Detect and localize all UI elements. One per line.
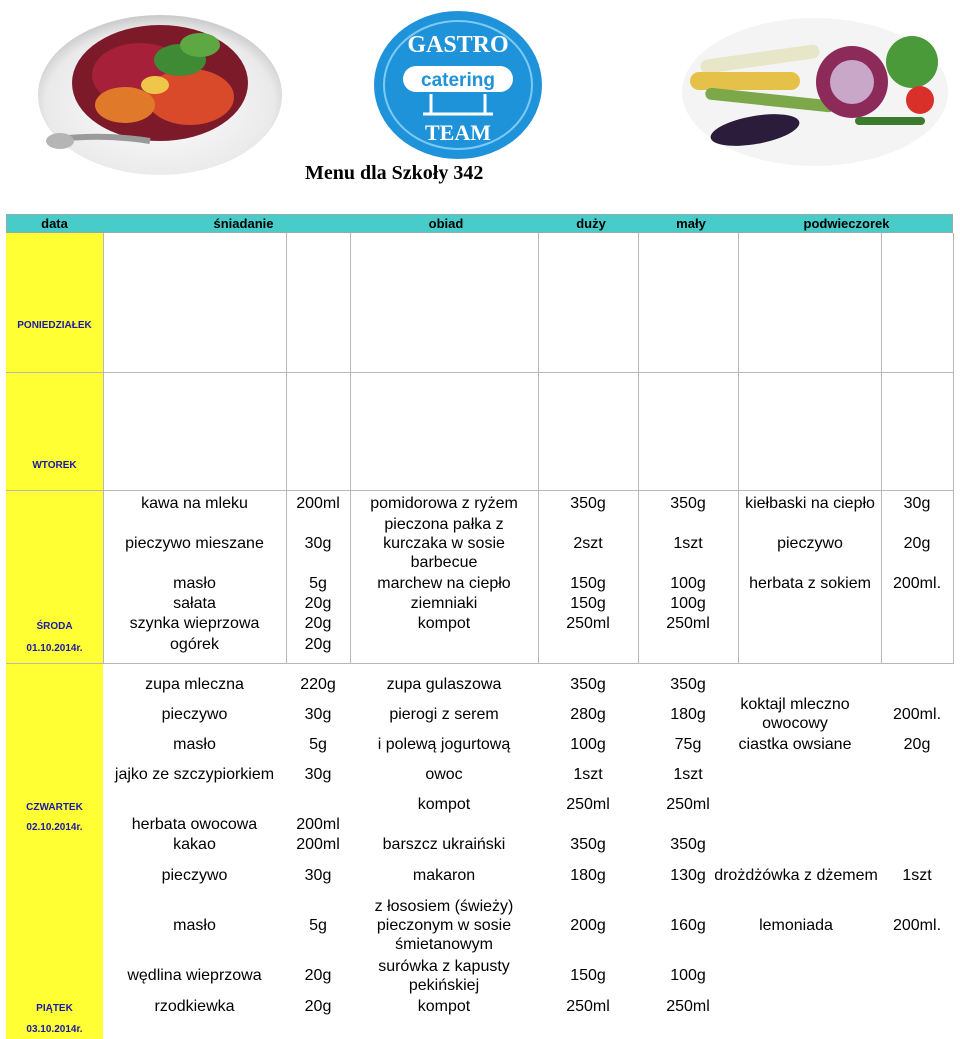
snack-item: drożdżówka z dżemem <box>714 867 878 884</box>
dinner-small-qty: 75g <box>674 736 702 753</box>
breakfast-qty: 200ml <box>296 816 340 833</box>
snack-qty: 20g <box>903 736 931 753</box>
date-thursday: 02.10.2014r. <box>26 822 83 833</box>
page-title: Menu dla Szkoły 342 <box>305 162 484 184</box>
dinner-large-qty: 150g <box>570 967 606 984</box>
dinner-large-qty: 1szt <box>573 766 603 783</box>
breakfast-qty: 220g <box>300 676 336 693</box>
dinner-large-qty: 250ml <box>566 615 610 632</box>
breakfast-qty: 30g <box>304 535 332 552</box>
header-podwieczorek: podwieczorek <box>803 216 890 231</box>
breakfast-item: pieczywo <box>161 706 228 723</box>
dinner-small-qty: 180g <box>670 706 706 723</box>
snack-item: koktajl mleczno owocowy <box>740 696 850 732</box>
dinner-large-qty: 200g <box>570 917 606 934</box>
day-monday: PONIEDZIAŁEK <box>17 320 92 331</box>
breakfast-qty: 20g <box>304 615 332 632</box>
grid-line <box>6 372 954 373</box>
dinner-small-qty: 350g <box>670 836 706 853</box>
dinner-large-qty: 100g <box>570 736 606 753</box>
snack-item: ciastka owsiane <box>738 736 852 753</box>
dinner-large-qty: 2szt <box>573 535 603 552</box>
snack-qty: 200ml. <box>892 917 942 934</box>
grid-line <box>6 663 954 664</box>
dinner-small-qty: 1szt <box>673 766 703 783</box>
table-header-row <box>6 214 953 233</box>
dinner-item: barszcz ukraiński <box>382 836 506 853</box>
dinner-small-qty: 100g <box>670 595 706 612</box>
breakfast-qty: 200ml <box>296 836 340 853</box>
breakfast-qty: 200ml <box>296 495 340 512</box>
header-sniadanie: śniadanie <box>213 216 274 231</box>
dinner-large-qty: 250ml <box>566 998 610 1015</box>
logo-middle-text: catering <box>421 70 495 91</box>
dinner-small-qty: 100g <box>670 575 706 592</box>
dinner-item: kompot <box>417 615 471 632</box>
day-friday: PIĄTEK <box>36 1003 73 1014</box>
breakfast-qty: 20g <box>304 967 332 984</box>
breakfast-qty: 30g <box>304 706 332 723</box>
breakfast-item: masło <box>173 736 216 753</box>
snack-qty: 30g <box>903 495 931 512</box>
breakfast-item: masło <box>173 917 216 934</box>
breakfast-qty: 5g <box>309 575 327 592</box>
breakfast-item: szynka wieprzowa <box>129 615 260 632</box>
breakfast-item: masło <box>173 575 216 592</box>
dinner-item: ziemniaki <box>410 595 478 612</box>
dinner-small-qty: 250ml <box>666 796 710 813</box>
dinner-small-qty: 100g <box>670 967 706 984</box>
snack-qty: 20g <box>903 535 931 552</box>
breakfast-qty: 20g <box>304 636 332 653</box>
day-tuesday: WTOREK <box>32 460 77 471</box>
snack-item: pieczywo <box>777 535 843 552</box>
header-obiad: obiad <box>428 216 464 231</box>
dinner-small-qty: 130g <box>670 867 706 884</box>
dinner-small-qty: 250ml <box>666 998 710 1015</box>
dinner-item: zupa gulaszowa <box>386 676 502 693</box>
snack-qty: 200ml. <box>892 706 942 723</box>
date-wednesday: 01.10.2014r. <box>26 643 83 654</box>
dinner-item: marchew na ciepło <box>377 575 511 592</box>
dinner-large-qty: 350g <box>570 836 606 853</box>
header-data: data <box>41 216 68 231</box>
dinner-item: kompot <box>417 998 471 1015</box>
breakfast-item: kawa na mleku <box>141 495 248 512</box>
header-duzy: duży <box>576 216 606 231</box>
dinner-item: i polewą jogurtową <box>377 736 511 753</box>
dinner-large-qty: 280g <box>570 706 606 723</box>
salad-photo <box>30 5 285 175</box>
breakfast-item: zupa mleczna <box>145 676 244 693</box>
dinner-large-qty: 350g <box>570 495 606 512</box>
dinner-item: surówka z kapusty pekińskiej <box>378 958 510 994</box>
breakfast-qty: 5g <box>309 736 327 753</box>
dinner-small-qty: 350g <box>670 676 706 693</box>
breakfast-item: kakao <box>173 836 216 853</box>
snack-item: lemoniada <box>759 917 833 934</box>
dinner-item: owoc <box>425 766 463 783</box>
grid-line <box>738 233 739 663</box>
dinner-large-qty: 350g <box>570 676 606 693</box>
dinner-small-qty: 250ml <box>666 615 710 632</box>
dinner-small-qty: 1szt <box>673 535 703 552</box>
snack-item: kiełbaski na ciepło <box>745 495 875 512</box>
breakfast-item: rzodkiewka <box>154 998 235 1015</box>
logo-top-text: GASTRO <box>407 32 509 58</box>
dinner-large-qty: 150g <box>570 595 606 612</box>
breakfast-item: ogórek <box>170 636 219 653</box>
dinner-small-qty: 350g <box>670 495 706 512</box>
grid-line <box>881 233 882 663</box>
gastro-team-logo <box>373 10 543 160</box>
breakfast-qty: 30g <box>304 867 332 884</box>
vegetables-photo <box>680 12 950 167</box>
date-friday: 03.10.2014r. <box>26 1024 83 1035</box>
header-maly: mały <box>676 216 706 231</box>
dinner-large-qty: 180g <box>570 867 606 884</box>
day-wednesday: ŚRODA <box>36 621 73 632</box>
breakfast-qty: 20g <box>304 998 332 1015</box>
snack-qty: 1szt <box>902 867 932 884</box>
snack-qty: 200ml. <box>892 575 942 592</box>
breakfast-qty: 5g <box>309 917 327 934</box>
dinner-small-qty: 160g <box>670 917 706 934</box>
breakfast-qty: 20g <box>304 595 332 612</box>
snack-item: herbata z sokiem <box>749 575 871 592</box>
day-thursday: CZWARTEK <box>26 802 83 813</box>
breakfast-item: wędlina wieprzowa <box>127 967 262 984</box>
breakfast-item: pieczywo mieszane <box>125 535 264 552</box>
grid-line <box>6 490 954 491</box>
breakfast-qty: 30g <box>304 766 332 783</box>
dinner-large-qty: 250ml <box>566 796 610 813</box>
logo-bottom-text: TEAM <box>425 120 491 145</box>
breakfast-item: sałata <box>173 595 216 612</box>
dinner-item: pieczona pałka z kurczaka w sosie barbecue <box>383 516 505 571</box>
grid-line <box>953 233 954 663</box>
breakfast-item: pieczywo <box>161 867 228 884</box>
dinner-large-qty: 150g <box>570 575 606 592</box>
dinner-item: pierogi z serem <box>389 706 499 723</box>
dinner-item: z łososiem (świeży) pieczonym w sosie śmietanowym <box>374 898 514 953</box>
dinner-item: makaron <box>412 867 476 884</box>
day-column <box>6 233 103 1039</box>
breakfast-item: herbata owocowa <box>131 816 258 833</box>
dinner-item: kompot <box>417 796 471 813</box>
breakfast-item: jajko ze szczypiorkiem <box>114 766 275 783</box>
dinner-item: pomidorowa z ryżem <box>370 495 518 512</box>
